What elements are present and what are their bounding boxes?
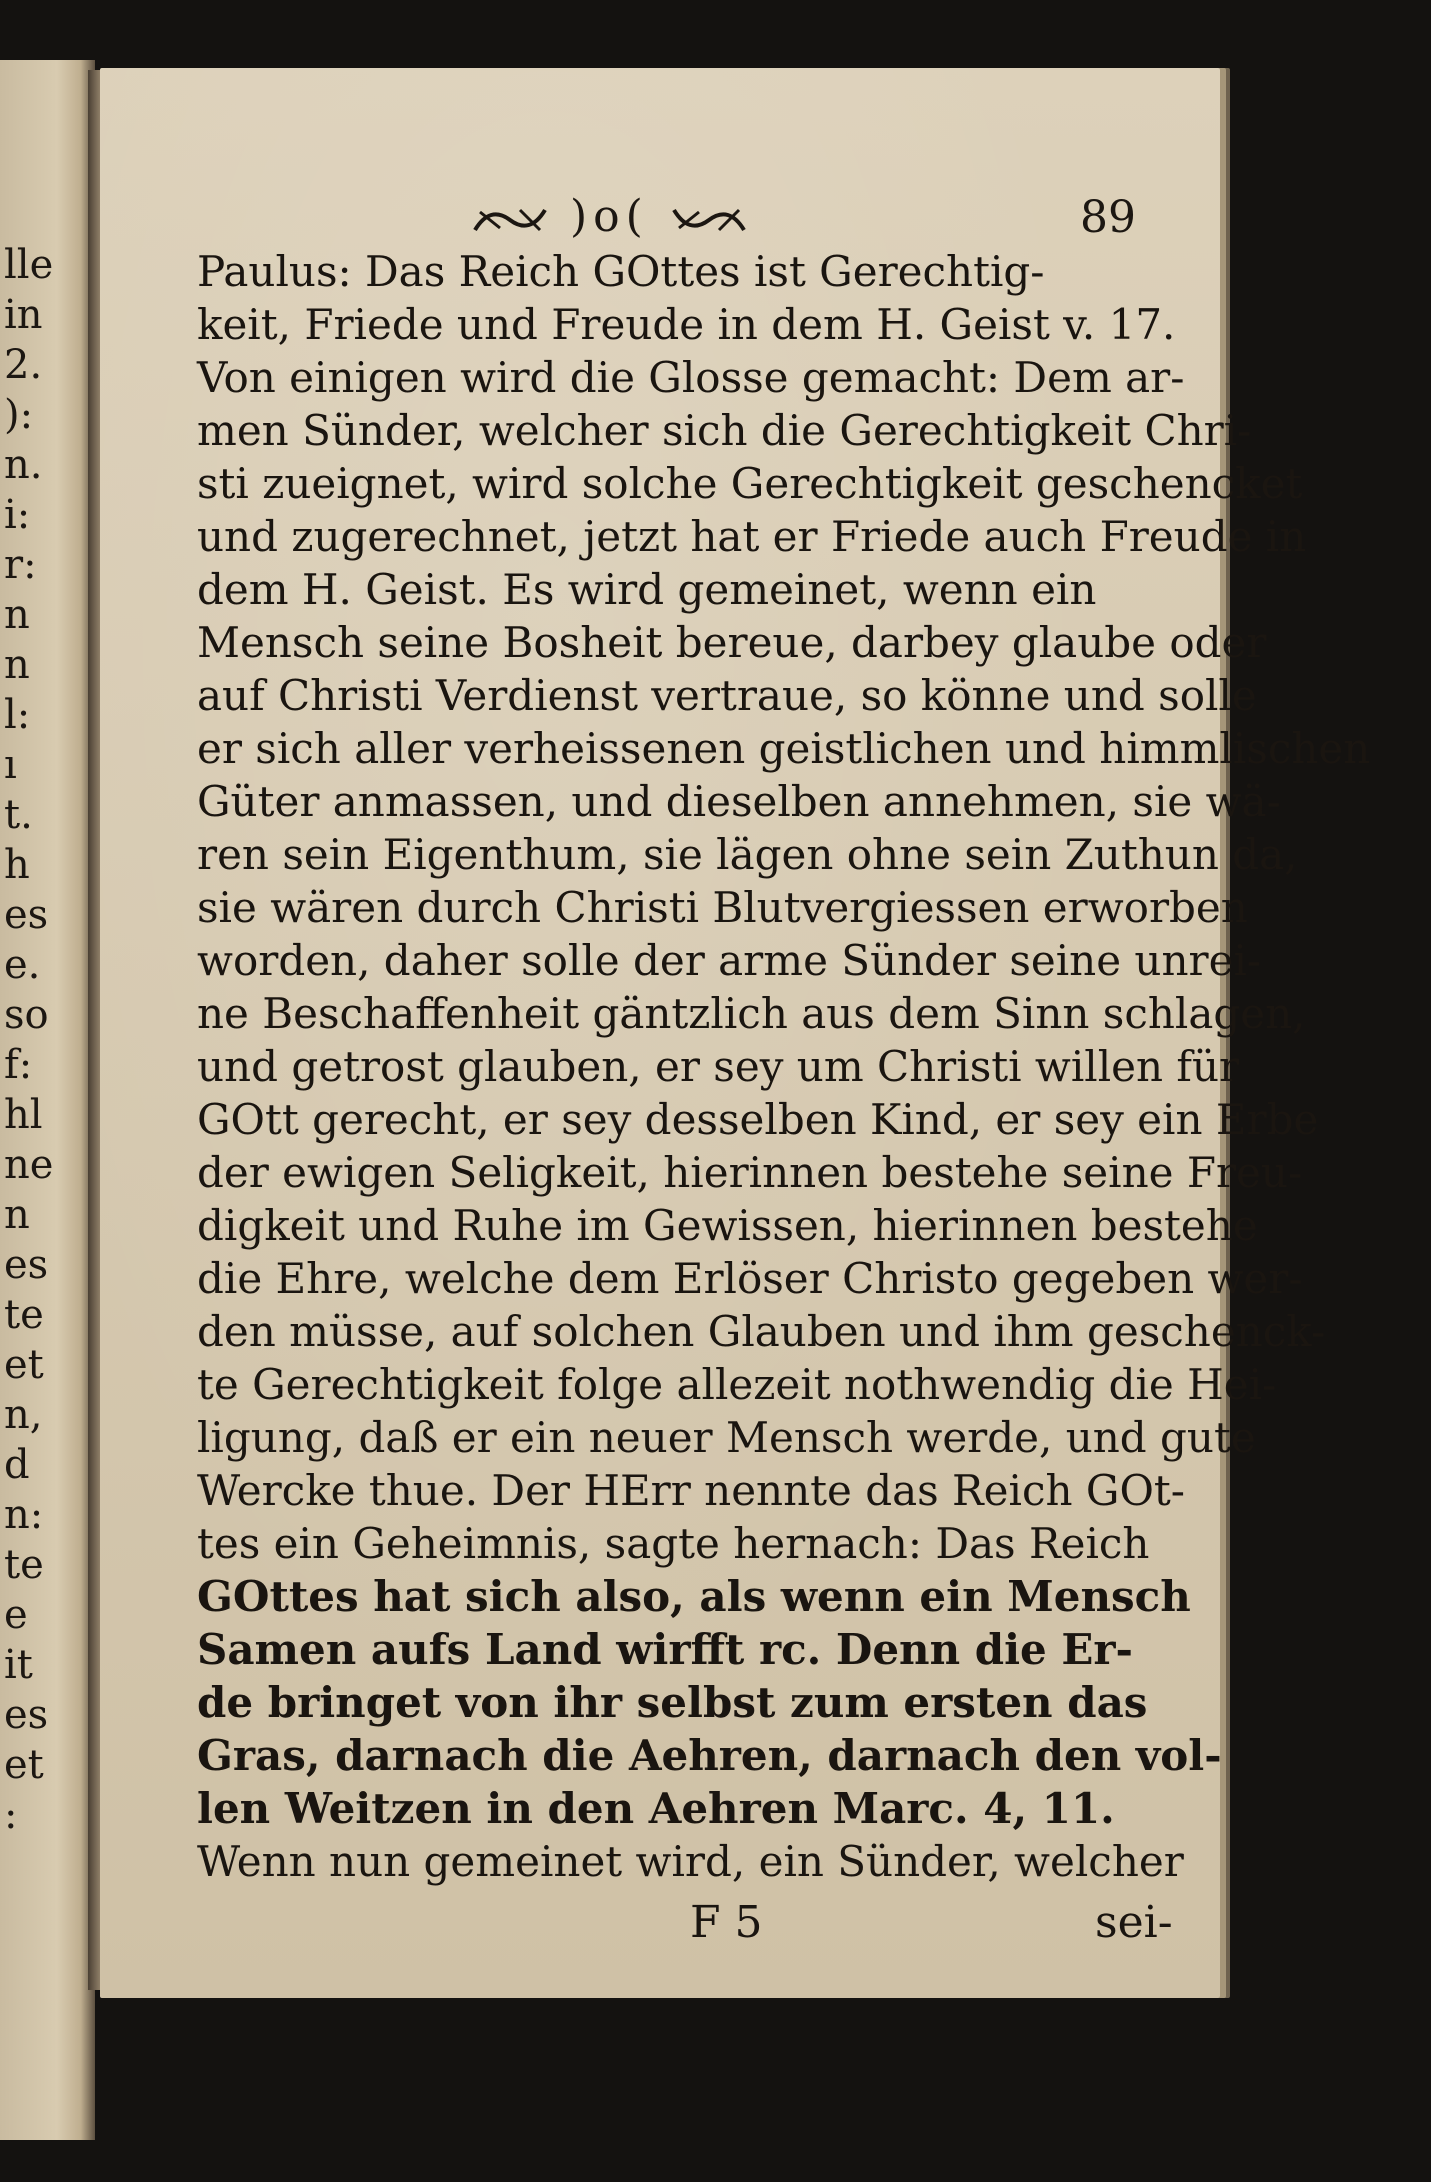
text-line: den müsse, auf solchen Glauben und ihm geschenck- xyxy=(197,1307,1326,1356)
text-line: Güter anmassen, und dieselben annehmen, sie wä- xyxy=(197,777,1281,826)
facing-page-fragment: h xyxy=(4,842,30,888)
text-line: sie wären durch Christi Blutvergiessen erworben xyxy=(197,883,1248,932)
text-line: sti zueignet, wird solche Gerechtigkeit geschencket xyxy=(197,459,1303,508)
text-line: die Ehre, welche dem Erlöser Christo gegeben wer- xyxy=(197,1254,1303,1303)
text-line: Samen aufs Land wirfft rc. Denn die Er- xyxy=(197,1625,1133,1674)
text-line: auf Christi Verdienst vertraue, so könne und solle xyxy=(197,671,1257,720)
text-line: Wenn nun gemeinet wird, ein Sünder, welcher xyxy=(197,1837,1184,1886)
facing-page-fragment: l: xyxy=(4,692,31,738)
facing-page-fragment: n xyxy=(4,642,30,688)
text-line: ligung, daß er ein neuer Mensch werde, und gute xyxy=(197,1413,1256,1462)
text-line: Gras, darnach die Aehren, darnach den vol- xyxy=(197,1731,1222,1780)
signature-mark: F 5 xyxy=(690,1897,763,1948)
facing-page-fragment: : xyxy=(4,1792,18,1838)
text-line: tes ein Geheimnis, sagte hernach: Das Reich xyxy=(197,1519,1150,1568)
header-ornament xyxy=(470,187,920,247)
text-line: ren sein Eigenthum, sie lägen ohne sein Zuthun da, xyxy=(197,830,1298,879)
text-line: Mensch seine Bosheit bereue, darbey glaube oder xyxy=(197,618,1267,667)
book-page xyxy=(100,68,1371,1998)
facing-page-fragment: lle xyxy=(4,242,54,288)
catchword: sei- xyxy=(1095,1897,1173,1948)
ornament-right-icon xyxy=(669,200,749,240)
facing-page-fragment: et xyxy=(4,1342,44,1388)
facing-page-fragment: te xyxy=(4,1542,44,1588)
facing-page-fragment: it xyxy=(4,1642,33,1688)
facing-page-fragment: ne xyxy=(4,1142,54,1188)
text-line: digkeit und Ruhe im Gewissen, hierinnen bestehe xyxy=(197,1201,1258,1250)
text-line: te Gerechtigkeit folge allezeit nothwendig die Hei- xyxy=(197,1360,1277,1409)
page-number: 89 xyxy=(1080,192,1136,243)
facing-page xyxy=(0,60,95,2140)
text-line: keit, Friede und Freude in dem H. Geist v. 17. xyxy=(197,300,1176,349)
facing-page-fragment: te xyxy=(4,1292,44,1338)
text-line: men Sünder, welcher sich die Gerechtigkeit Chri- xyxy=(197,406,1252,455)
body-text xyxy=(197,245,1371,1888)
facing-page-fragment: n: xyxy=(4,1492,44,1538)
facing-page-fragment: n, xyxy=(4,1392,43,1438)
facing-page-fragment: ı xyxy=(4,742,17,788)
facing-page-fragment: es xyxy=(4,1692,49,1738)
facing-page-fragment: e. xyxy=(4,942,41,988)
page-footer xyxy=(100,1893,1220,1953)
text-line: dem H. Geist. Es wird gemeinet, wenn ein xyxy=(197,565,1097,614)
facing-page-fragment: in xyxy=(4,292,43,338)
facing-page-fragment: ): xyxy=(4,392,34,438)
facing-page-fragment: d xyxy=(4,1442,30,1488)
facing-page-fragment: es xyxy=(4,1242,49,1288)
ornament-left-icon xyxy=(470,200,550,240)
facing-page-fragment: n. xyxy=(4,442,43,488)
text-line: ne Beschaffenheit gäntzlich aus dem Sinn schlagen, xyxy=(197,989,1306,1038)
ornament-text: )o( xyxy=(570,191,649,242)
facing-page-fragment: n xyxy=(4,592,30,638)
facing-page-fragment: t. xyxy=(4,792,33,838)
facing-page-fragment: hl xyxy=(4,1092,43,1138)
facing-page-fragment: i: xyxy=(4,492,31,538)
facing-page-text xyxy=(4,240,84,1840)
facing-page-fragment: so xyxy=(4,992,49,1038)
facing-page-fragment: f: xyxy=(4,1042,33,1088)
facing-page-fragment: es xyxy=(4,892,49,938)
text-line: er sich aller verheissenen geistlichen und himmlischen xyxy=(197,724,1371,773)
text-line: Wercke thue. Der HErr nennte das Reich GOt- xyxy=(197,1466,1185,1515)
facing-page-fragment: r: xyxy=(4,542,37,588)
facing-page-fragment: e xyxy=(4,1592,28,1638)
text-line: len Weitzen in den Aehren Marc. 4, 11. xyxy=(197,1784,1115,1833)
text-line: der ewigen Seligkeit, hierinnen bestehe seine Freu- xyxy=(197,1148,1303,1197)
text-line: GOttes hat sich also, als wenn ein Mensch xyxy=(197,1572,1191,1621)
facing-page-fragment: et xyxy=(4,1742,44,1788)
text-line: und getrost glauben, er sey um Christi willen für xyxy=(197,1042,1240,1091)
text-line: und zugerechnet, jetzt hat er Friede auch Freude in xyxy=(197,512,1307,561)
text-line: Paulus: Das Reich GOttes ist Gerechtig- xyxy=(197,247,1045,296)
page-header xyxy=(100,183,1220,253)
text-line: GOtt gerecht, er sey desselben Kind, er sey ein Erbe xyxy=(197,1095,1319,1144)
text-line: worden, daher solle der arme Sünder seine unrei- xyxy=(197,936,1262,985)
facing-page-fragment: 2. xyxy=(4,342,43,388)
text-line: Von einigen wird die Glosse gemacht: Dem ar- xyxy=(197,353,1185,402)
facing-page-fragment: n xyxy=(4,1192,30,1238)
text-line: de bringet von ihr selbst zum ersten das xyxy=(197,1678,1148,1727)
